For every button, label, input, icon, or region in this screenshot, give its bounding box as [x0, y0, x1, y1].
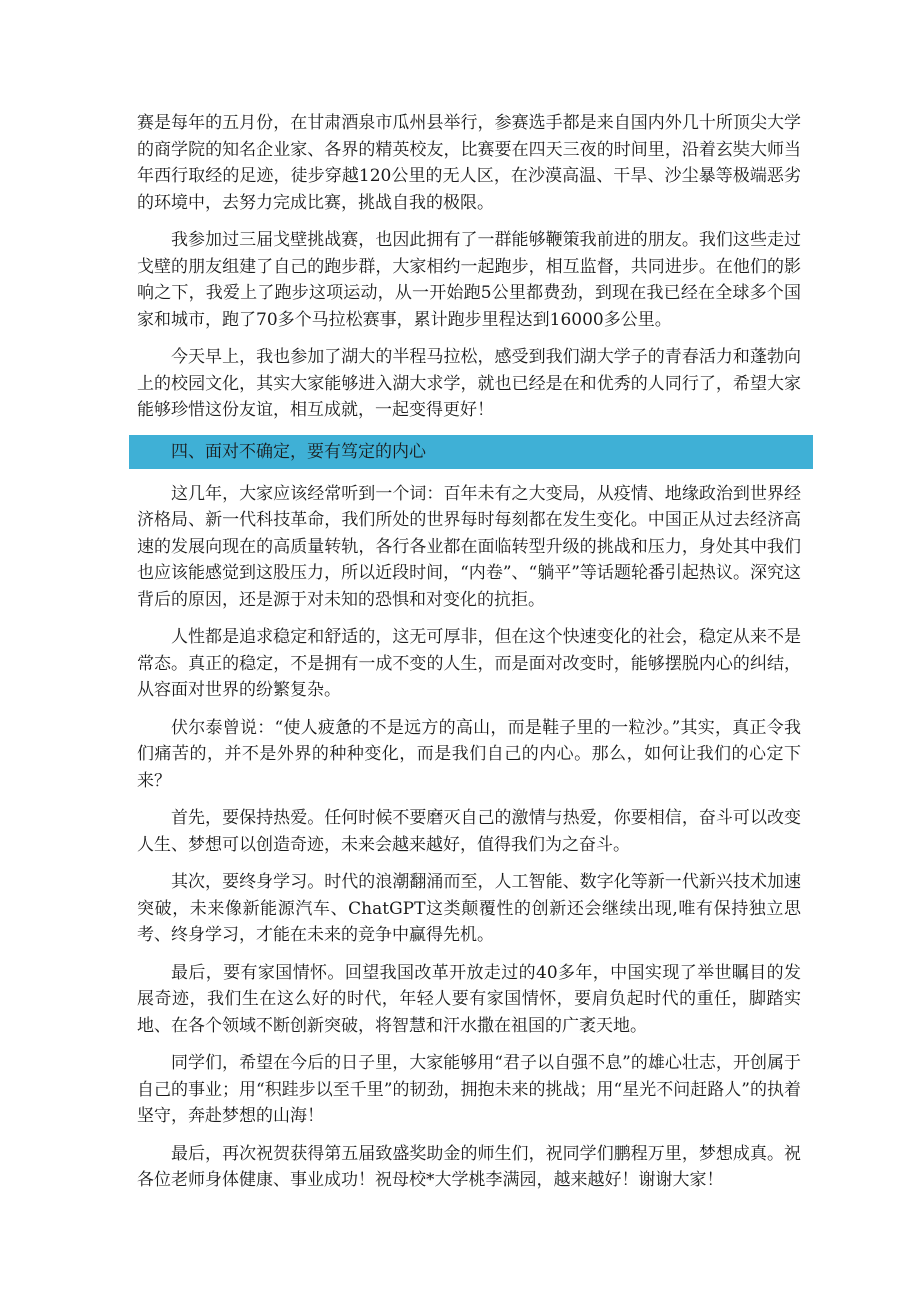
paragraph-great-changes: 这几年，大家应该经常听到一个词：百年未有之大变局，从疫情、地缘政治到世界经济格局、新一代科技革命，我们所处的世界每时每刻都在发生变化。中国正从过去经济高速的发展向现在的高质量转轨，各行各业都在面临转型升级的挑战和压力，身处其中我们也应该能感觉到这股压力，所以近段时间，“内卷”、“躺平”等话题轮番引起热议。深究这背后的原因，还是源于对未知的恐惧和对变化的抗拒。: [137, 483, 801, 610]
document-body: [137, 110, 801, 1205]
paragraph-gobi-race-intro: 赛是每年的五月份，在甘肃酒泉市瓜州县举行，参赛选手都是来自国内外几十所顶尖大学的商学院的知名企业家、各界的精英校友，比赛要在四天三夜的时间里，沿着玄奘大师当年西行取经的足迹，徒步穿越120公里的无人区，在沙漠高温、干旱、沙尘暴等极端恶劣的环境中，去努力完成比赛，挑战自我的极限。: [137, 113, 801, 213]
paragraph-lifelong-learning: 其次，要终身学习。时代的浪潮翻涌而至，人工智能、数字化等新一代新兴技术加速突破，未来像新能源汽车、ChatGPT这类颠覆性的创新还会继续出现,唯有保持独立思考、终身学习，才能在未来的竞争中赢得先机。: [137, 872, 801, 945]
paragraph-voltaire-quote: 伏尔泰曾说：“使人疲惫的不是远方的高山，而是鞋子里的一粒沙。”其实，真正令我们痛苦的，并不是外界的种种变化，而是我们自己的内心。那么，如何让我们的心定下来？: [137, 717, 801, 791]
section-heading: 四、面对不确定，要有笃定的内心: [129, 435, 813, 469]
paragraph-true-stability: 人性都是追求稳定和舒适的，这无可厚非，但在这个快速变化的社会，稳定从来不是常态。真正的稳定，不是拥有一成不变的人生，而是面对改变时，能够摆脱内心的纠结，从容面对世界的纷繁复杂。: [137, 627, 801, 700]
paragraph-students-wishes: 同学们，希望在今后的日子里，大家能够用“君子以自强不息”的雄心壮志，开创属于自己的事业；用“积跬步以至千里”的韧劲，拥抱未来的挑战；用“星光不问赶路人”的执着坚守，奔赴梦想的山海！: [137, 1053, 801, 1126]
paragraph-half-marathon: 今天早上，我也参加了湖大的半程马拉松，感受到我们湖大学子的青春活力和蓬勃向上的校园文化，其实大家能够进入湖大求学，就也已经是在和优秀的人同行了，希望大家能够珍惜这份友谊，相互成就，一起变得更好！: [137, 347, 801, 420]
paragraph-keep-passion: 首先，要保持热爱。任何时候不要磨灭自己的激情与热爱，你要相信，奋斗可以改变人生、梦想可以创造奇迹，未来会越来越好，值得我们为之奋斗。: [137, 808, 801, 855]
paragraph-patriotism: 最后，要有家国情怀。回望我国改革开放走过的40多年，中国实现了举世瞩目的发展奇迹，我们生在这么好的时代，年轻人要有家国情怀，要肩负起时代的重任，脚踏实地、在各个领域不断创新突破，将智慧和汗水撒在祖国的广袤天地。: [137, 962, 801, 1036]
paragraph-running-group: 我参加过三届戈壁挑战赛，也因此拥有了一群能够鞭策我前进的朋友。我们这些走过戈壁的朋友组建了自己的跑步群，大家相约一起跑步，相互监督，共同进步。在他们的影响之下，我爱上了跑步这项运动，从一开始跑5公里都费劲，到现在我已经在全球多个国家和城市，跑了70多个马拉松赛事，累计跑步里程达到16000多公里。: [137, 230, 801, 330]
paragraph-closing-remarks: 最后，再次祝贺获得第五届致盛奖助金的师生们，祝同学们鹏程万里，梦想成真。祝各位老师身体健康、事业成功！祝母校*大学桃李满园，越来越好！谢谢大家！: [137, 1143, 801, 1190]
